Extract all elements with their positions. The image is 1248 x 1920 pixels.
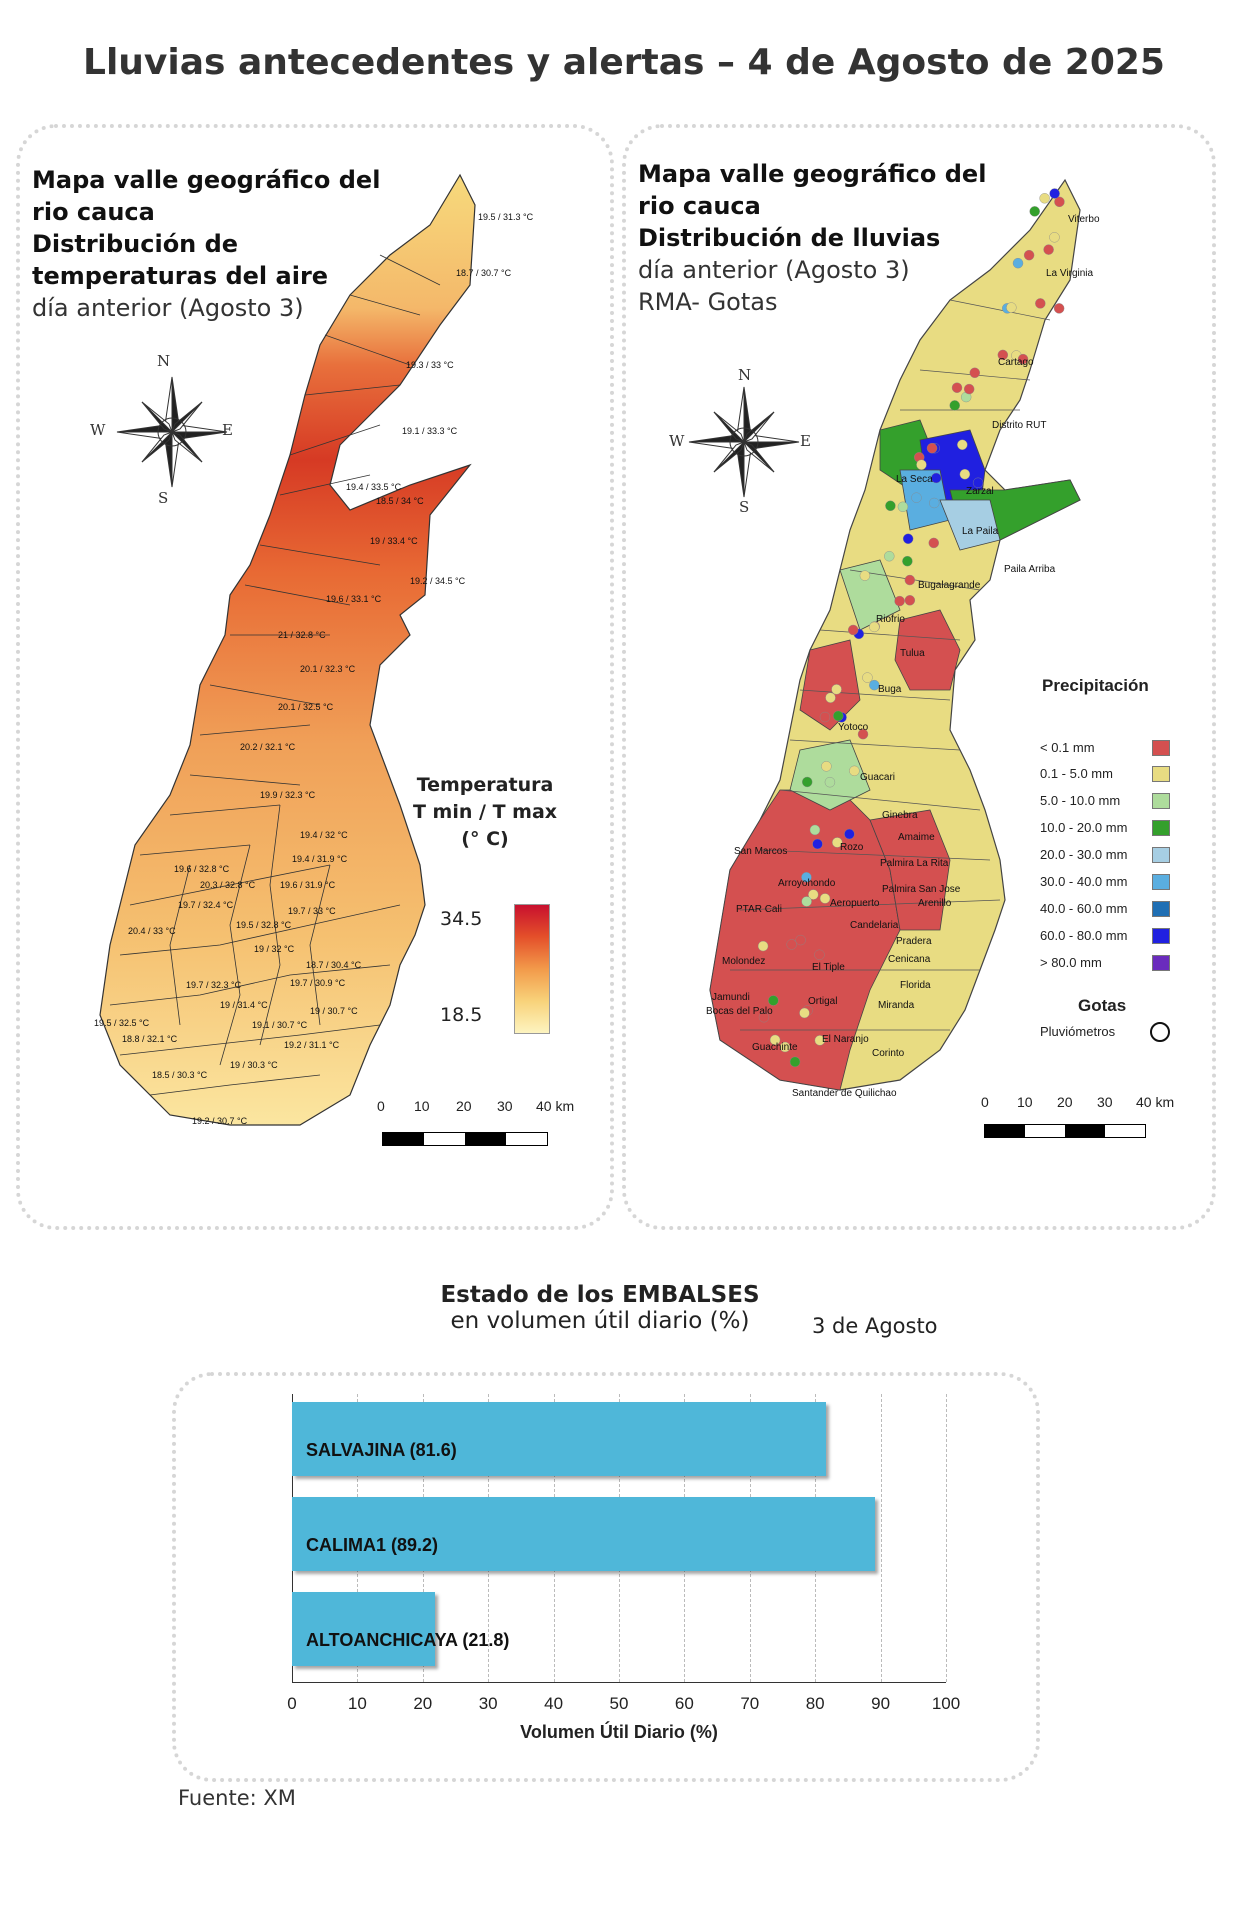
rain-station-dot: [1030, 206, 1040, 216]
town-label: La Seca: [896, 474, 933, 485]
x-tick-label: 50: [609, 1694, 629, 1713]
rain-station-dot: [911, 493, 921, 503]
rain-station-dot: [832, 684, 842, 694]
town-label: Pradera: [896, 936, 932, 947]
x-tick-label: 70: [740, 1694, 760, 1713]
station-label: 19 / 31.4 °C: [220, 1000, 268, 1010]
legend-label: 60.0 - 80.0 mm: [1040, 928, 1128, 943]
rain-station-dot: [884, 551, 894, 561]
rain-station-dot: [810, 825, 820, 835]
town-label: Zarzal: [966, 486, 994, 497]
rain-station-dot: [849, 766, 859, 776]
station-label: 19.4 / 31.9 °C: [292, 854, 348, 864]
legend-swatch: [1152, 901, 1170, 917]
legend-swatch: [1152, 847, 1170, 863]
station-label: 19.7 / 32.4 °C: [178, 900, 234, 910]
rainfall-map-title: Mapa valle geográfico del rio cauca Distribución de lluvias día anterior (Agosto 3) RMA- Gotas: [638, 160, 987, 316]
town-label: Viterbo: [1068, 214, 1100, 225]
legend-swatch: [1152, 740, 1170, 756]
station-label: 19.6 / 32.8 °C: [174, 864, 230, 874]
station-label: 19.5 / 31.3 °C: [478, 212, 534, 222]
bar-altoanchicaya: [292, 1592, 435, 1666]
legend-label: < 0.1 mm: [1040, 740, 1095, 755]
bar-label-altoanchicaya: ALTOANCHICAYA (21.8): [306, 1630, 510, 1650]
rain-station-dot: [814, 950, 824, 960]
station-label: 19.6 / 33.1 °C: [326, 594, 382, 604]
rain-station-dot: [960, 469, 970, 479]
page-title: Lluvias antecedentes y alertas – 4 de Agosto de 2025: [83, 42, 1165, 83]
rain-station-dot: [862, 673, 872, 683]
precipitation-legend-title: Precipitación: [1042, 676, 1149, 695]
town-label: Bugalagrande: [918, 580, 981, 591]
rain-station-dot: [950, 400, 960, 410]
temperature-map-title: Mapa valle geográfico del rio cauca Distribución de temperaturas del aire día anterior (Agosto 3): [32, 166, 381, 322]
bar-label-salvajina: SALVAJINA (81.6): [306, 1440, 457, 1460]
scale-label: 10: [414, 1098, 430, 1114]
x-axis-label: Volumen Útil Diario (%): [520, 1722, 718, 1742]
temperature-legend-max: 34.5: [440, 908, 483, 930]
temperature-map: [80, 165, 483, 1155]
rain-station-dot: [952, 383, 962, 393]
rain-station-dot: [825, 777, 835, 787]
town-label: PTAR Cali: [736, 904, 782, 915]
rain-station-dot: [820, 712, 830, 722]
station-label: 20.1 / 32.5 °C: [278, 702, 334, 712]
rain-station-dot: [820, 893, 830, 903]
x-tick-label: 20: [413, 1694, 433, 1713]
station-label: 19.9 / 32.3 °C: [260, 790, 316, 800]
source-note: Fuente: XM: [178, 1786, 296, 1810]
scale-label: 0: [377, 1098, 385, 1114]
town-label: Riofrio: [876, 614, 905, 625]
town-label: Arroyohondo: [778, 878, 836, 889]
rain-station-dot: [964, 384, 974, 394]
station-label: 20.2 / 32.1 °C: [240, 742, 296, 752]
temperature-color-ramp: [514, 904, 550, 1034]
rain-station-dot: [1050, 189, 1060, 199]
town-label: Aeropuerto: [830, 898, 880, 909]
x-tick-label: 60: [674, 1694, 694, 1713]
station-label: 19.6 / 31.9 °C: [280, 880, 336, 890]
rain-station-dot: [802, 777, 812, 787]
rain-station-dot: [895, 596, 905, 606]
station-label: 19.7 / 30.9 °C: [290, 978, 346, 988]
town-label: Corinto: [872, 1048, 905, 1059]
rain-station-dot: [929, 498, 939, 508]
rain-station-dot: [970, 368, 980, 378]
rain-station-dot: [796, 935, 806, 945]
station-label: 18.5 / 34 °C: [376, 496, 424, 506]
station-label: 19.2 / 31.1 °C: [284, 1040, 340, 1050]
rain-station-dot: [1013, 258, 1023, 268]
compass-north: N: [738, 366, 752, 384]
rain-station-dot: [844, 829, 854, 839]
reservoir-date: 3 de Agosto: [812, 1314, 938, 1338]
rain-station-dot: [821, 761, 831, 771]
station-label: 18.7 / 30.4 °C: [306, 960, 362, 970]
rain-station-dot: [1035, 298, 1045, 308]
town-label: Ginebra: [882, 810, 918, 821]
rain-station-dot: [898, 502, 908, 512]
town-label: Molondez: [722, 956, 766, 967]
town-label: La Virginia: [1046, 268, 1094, 279]
x-tick-label: 80: [805, 1694, 825, 1713]
town-label: Amaime: [898, 832, 935, 843]
scale-label: 30: [497, 1098, 513, 1114]
bar-salvajina: [292, 1402, 826, 1476]
town-label: Florida: [900, 980, 931, 991]
rain-station-dot: [1024, 250, 1034, 260]
rain-station-dot: [1040, 193, 1050, 203]
town-label: El Naranjo: [822, 1034, 869, 1045]
station-label: 19.5 / 32.8 °C: [236, 920, 292, 930]
scale-label: 40 km: [1136, 1094, 1175, 1110]
compass-north: N: [157, 352, 171, 370]
station-label: 19.2 / 34.5 °C: [410, 576, 466, 586]
rain-station-dot: [905, 575, 915, 585]
gotas-legend-title: Gotas: [1078, 996, 1127, 1015]
rain-station-dot: [790, 1057, 800, 1067]
town-label: Ortigal: [808, 996, 838, 1007]
station-label: 19 / 33.4 °C: [370, 536, 418, 546]
legend-label: 40.0 - 60.0 mm: [1040, 901, 1128, 916]
legend-label: 20.0 - 30.0 mm: [1040, 847, 1128, 862]
rain-station-dot: [929, 538, 939, 548]
station-label: 19.4 / 33.5 °C: [346, 482, 402, 492]
rain-station-dot: [957, 440, 967, 450]
reservoir-bar-chart: [287, 1394, 961, 1713]
scale-label: 20: [1057, 1094, 1073, 1110]
x-tick-label: 10: [347, 1694, 367, 1713]
rain-station-dot: [813, 839, 823, 849]
station-label: 19.1 / 30.7 °C: [252, 1020, 308, 1030]
town-label: Distrito RUT: [992, 420, 1047, 431]
compass-west: W: [90, 421, 106, 439]
reservoir-title: Estado de los EMBALSES en volumen útil diario (%): [440, 1282, 760, 1334]
town-label: El Tiple: [812, 962, 845, 973]
legend-label: 10.0 - 20.0 mm: [1040, 820, 1128, 835]
x-tick-label: 40: [544, 1694, 564, 1713]
town-label: Guacari: [860, 772, 896, 783]
town-label: La Paila: [962, 526, 999, 537]
rain-station-dot: [826, 693, 836, 703]
town-label: Bocas del Palo: [706, 1006, 773, 1017]
rain-station-dot: [848, 625, 858, 635]
legend-label: 30.0 - 40.0 mm: [1040, 874, 1128, 889]
compass-east: E: [800, 432, 811, 450]
town-label: Guachinte: [752, 1042, 798, 1053]
rain-station-dot: [833, 711, 843, 721]
station-label: 18.7 / 30.7 °C: [456, 268, 512, 278]
scale-label: 10: [1017, 1094, 1033, 1110]
rain-station-dot: [1049, 232, 1059, 242]
legend-label: > 80.0 mm: [1040, 955, 1102, 970]
legend-label: 5.0 - 10.0 mm: [1040, 793, 1121, 808]
station-label: 20.4 / 33 °C: [128, 926, 176, 936]
station-label: 19.4 / 32 °C: [300, 830, 348, 840]
rain-station-dot: [1054, 303, 1064, 313]
station-label: 19.1 / 33.3 °C: [402, 426, 458, 436]
town-label: Miranda: [878, 1000, 915, 1011]
legend-swatch: [1152, 955, 1170, 971]
rain-station-dot: [802, 896, 812, 906]
temperature-legend-title: Temperatura T min / T max (° C): [412, 774, 558, 850]
legend-label: 0.1 - 5.0 mm: [1040, 766, 1113, 781]
rain-station-dot: [1044, 245, 1054, 255]
rain-station-dot: [902, 556, 912, 566]
station-label: 19 / 30.3 °C: [230, 1060, 278, 1070]
town-label: Cenicana: [888, 954, 931, 965]
station-label: 19.3 / 33 °C: [406, 360, 454, 370]
legend-swatch: [1152, 766, 1170, 782]
rain-station-dot: [916, 460, 926, 470]
town-label: Candelaria: [850, 920, 899, 931]
x-tick-label: 100: [931, 1694, 961, 1713]
gotas-legend-label: Pluviómetros: [1040, 1024, 1116, 1039]
rain-station-dot: [758, 941, 768, 951]
temperature-legend-min: 18.5: [440, 1004, 483, 1026]
scale-label: 0: [981, 1094, 989, 1110]
rain-station-dot: [927, 443, 937, 453]
x-tick-label: 30: [478, 1694, 498, 1713]
station-label: 18.5 / 30.3 °C: [152, 1070, 208, 1080]
rain-station-dot: [860, 571, 870, 581]
x-tick-label: 0: [287, 1694, 297, 1713]
station-label: 19.5 / 32.5 °C: [94, 1018, 150, 1028]
town-label: Santander de Quilichao: [792, 1088, 897, 1099]
station-label: 20.1 / 32.3 °C: [300, 664, 356, 674]
station-label: 19 / 32 °C: [254, 944, 295, 954]
x-tick-label: 90: [871, 1694, 891, 1713]
rain-station-dot: [903, 534, 913, 544]
scale-label: 20: [456, 1098, 472, 1114]
legend-swatch: [1152, 928, 1170, 944]
rain-station-dot: [787, 939, 797, 949]
scale-bar: [382, 1132, 548, 1146]
rain-gauge-icon: [1150, 1022, 1170, 1042]
x-axis-line: [292, 1682, 946, 1683]
town-label: Rozo: [840, 842, 864, 853]
town-label: Paila Arriba: [1004, 564, 1056, 575]
town-label: Palmira San Jose: [882, 884, 961, 895]
town-label: Buga: [878, 684, 902, 695]
bar-calima1: [292, 1497, 875, 1571]
legend-swatch: [1152, 820, 1170, 836]
town-label: Cartago: [998, 357, 1034, 368]
station-label: 19.7 / 33 °C: [288, 906, 336, 916]
legend-swatch: [1152, 874, 1170, 890]
town-label: Jamundi: [712, 992, 750, 1003]
rain-station-dot: [799, 1008, 809, 1018]
legend-swatch: [1152, 793, 1170, 809]
rain-station-dot: [1006, 303, 1016, 313]
gridline: [946, 1394, 947, 1682]
compass-south: S: [739, 498, 750, 516]
station-label: 18.8 / 32.1 °C: [122, 1034, 178, 1044]
scale-bar: [984, 1124, 1146, 1138]
station-label: 21 / 32.8 °C: [278, 630, 326, 640]
station-label: 19 / 30.7 °C: [310, 1006, 358, 1016]
station-label: 20.3 / 32.8 °C: [200, 880, 256, 890]
town-label: Tulua: [900, 648, 925, 659]
town-label: San Marcos: [734, 846, 788, 857]
compass-west: W: [669, 432, 685, 450]
town-label: Arenillo: [918, 898, 952, 909]
scale-label: 40 km: [536, 1098, 575, 1114]
station-label: 19.2 / 30.7 °C: [192, 1116, 248, 1126]
gridline: [881, 1394, 882, 1682]
town-label: Yotoco: [838, 722, 869, 733]
station-label: 19.7 / 32.3 °C: [186, 980, 242, 990]
rain-station-dot: [905, 595, 915, 605]
scale-label: 30: [1097, 1094, 1113, 1110]
bar-label-calima1: CALIMA1 (89.2): [306, 1535, 439, 1555]
rain-station-dot: [885, 501, 895, 511]
town-label: Palmira La Rita: [880, 858, 949, 869]
compass-east: E: [222, 421, 233, 439]
compass-south: S: [158, 489, 169, 507]
rain-station-dot: [768, 996, 778, 1006]
